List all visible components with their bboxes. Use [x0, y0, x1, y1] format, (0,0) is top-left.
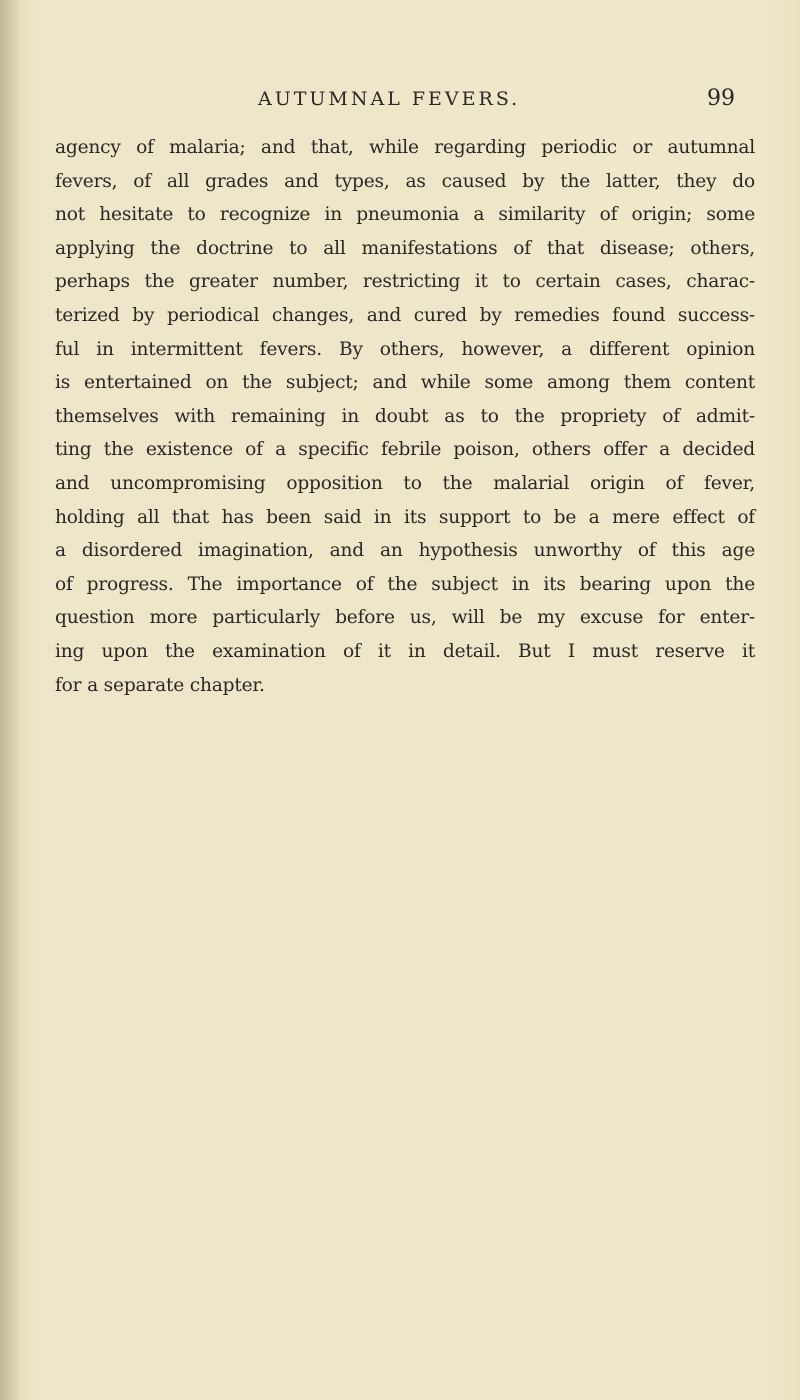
text-line: question more particularly before us, will be my excuse for enter-	[55, 607, 755, 629]
text-line: terized by periodical changes, and cured by remedies found success-	[55, 304, 755, 326]
text-line: of progress. The importance of the subject in its bearing upon the	[55, 573, 755, 595]
text-line: ting the existence of a specific febrile poison, others offer a decided	[55, 439, 755, 461]
text-line: perhaps the greater number, restricting it to certain cases, charac-	[55, 271, 755, 293]
text-line: for a separate chapter.	[55, 674, 265, 696]
text-line: is entertained on the subject; and while some among them content	[55, 372, 755, 394]
text-line: a disordered imagination, and an hypothesis unworthy of this age	[55, 540, 755, 562]
text-line: ing upon the examination of it in detail. But I must reserve it	[55, 640, 755, 662]
text-line: and uncompromising opposition to the malarial origin of fever,	[55, 472, 755, 494]
text-line: not hesitate to recognize in pneumonia a similarity of origin; some	[55, 204, 755, 226]
text-line: agency of malaria; and that, while regarding periodic or autumnal	[55, 137, 755, 158]
text-line: holding all that has been said in its support to be a mere effect of	[55, 506, 755, 528]
spine-shadow	[0, 0, 22, 1400]
body-paragraph	[55, 131, 755, 702]
text-line: fevers, of all grades and types, as caused by the latter, they do	[55, 170, 755, 192]
running-head: AUTUMNAL FEVERS.	[258, 88, 521, 110]
page-number: 99	[707, 86, 735, 111]
text-line: themselves with remaining in doubt as to the propriety of admit-	[55, 405, 755, 427]
text-line: applying the doctrine to all manifestations of that disease; others,	[55, 237, 755, 259]
text-line: ful in intermittent fevers. By others, however, a different opinion	[55, 338, 755, 360]
page-header	[0, 86, 800, 116]
